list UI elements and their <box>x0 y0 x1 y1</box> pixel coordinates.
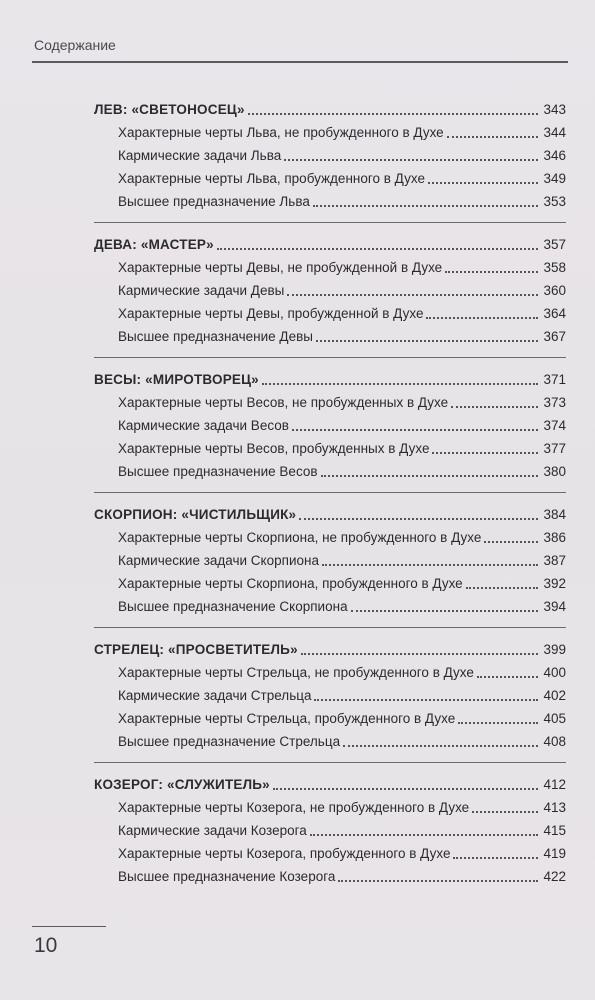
toc-main-entry[interactable] <box>94 230 566 253</box>
dot-leader <box>316 340 538 342</box>
dot-leader <box>451 406 538 408</box>
footer-rule <box>32 926 106 927</box>
toc-section-sagittarius <box>94 627 566 750</box>
toc-sub-entry[interactable] <box>118 546 566 569</box>
page-number: 408 <box>543 734 566 749</box>
dot-leader <box>477 676 538 678</box>
dot-leader <box>428 182 538 184</box>
entry-title: Характерные черты Стрельца, не пробужденного в Духе <box>118 665 474 680</box>
dot-leader <box>343 745 538 747</box>
toc-sub-entry[interactable] <box>118 658 566 681</box>
dot-leader <box>292 429 538 431</box>
entry-title: Высшее предназначение Скорпиона <box>118 599 348 614</box>
toc-sub-entry[interactable] <box>118 862 566 885</box>
toc-sub-entry[interactable] <box>118 164 566 187</box>
entry-title: Характерные черты Стрельца, пробужденного в Духе <box>118 711 456 726</box>
dot-leader <box>284 159 538 161</box>
page-number: 371 <box>543 372 566 387</box>
toc-section-capricorn <box>94 762 566 885</box>
entry-title: Кармические задачи Весов <box>118 418 289 433</box>
entry-title: Характерные черты Девы, не пробужденной в Духе <box>118 260 443 275</box>
page-number: 394 <box>543 599 566 614</box>
toc-sub-entry[interactable] <box>118 253 566 276</box>
dot-leader <box>472 811 538 813</box>
dot-leader <box>287 294 538 296</box>
page-number: 399 <box>543 642 566 657</box>
page-number: 349 <box>543 171 566 186</box>
page-number: 377 <box>543 441 566 456</box>
dot-leader <box>301 653 538 655</box>
entry-title: Характерные черты Льва, пробужденного в Духе <box>118 171 425 186</box>
page-number: 367 <box>543 329 566 344</box>
entry-title: СТРЕЛЕЦ: «ПРОСВЕТИТЕЛЬ» <box>94 642 298 657</box>
entry-title: Высшее предназначение Козерога <box>118 869 336 884</box>
toc-sub-entry[interactable] <box>118 411 566 434</box>
toc-sub-entry[interactable] <box>118 839 566 862</box>
toc-sub-entry[interactable] <box>118 141 566 164</box>
dot-leader <box>314 699 538 701</box>
entry-title: Высшее предназначение Стрельца <box>118 734 341 749</box>
page-number: 412 <box>543 777 566 792</box>
dot-leader <box>453 857 538 859</box>
dot-leader <box>322 564 538 566</box>
entry-title: СКОРПИОН: «ЧИСТИЛЬЩИК» <box>94 507 297 522</box>
dot-leader <box>217 248 538 250</box>
toc-section-scorpio <box>94 492 566 615</box>
dot-leader <box>466 587 538 589</box>
entry-title: Характерные черты Весов, пробужденных в Духе <box>118 441 430 456</box>
toc-section-virgo <box>94 222 566 345</box>
entry-title: Кармические задачи Льва <box>118 148 282 163</box>
dot-leader <box>310 834 538 836</box>
page-number: 346 <box>543 148 566 163</box>
dot-leader <box>313 205 538 207</box>
dot-leader <box>262 383 538 385</box>
dot-leader <box>273 788 538 790</box>
toc-sub-entry[interactable] <box>118 299 566 322</box>
toc-sub-entry[interactable] <box>118 388 566 411</box>
toc-sub-entry[interactable] <box>118 523 566 546</box>
entry-title: Характерные черты Девы, пробужденной в Духе <box>118 306 424 321</box>
page-number: 402 <box>543 688 566 703</box>
toc-sub-entry[interactable] <box>118 727 566 750</box>
page-number: 373 <box>543 395 566 410</box>
dot-leader <box>432 452 538 454</box>
toc-main-entry[interactable] <box>94 770 566 793</box>
toc-sub-entry[interactable] <box>118 434 566 457</box>
entry-title: ЛЕВ: «СВЕТОНОСЕЦ» <box>94 102 245 117</box>
page-number: 392 <box>543 576 566 591</box>
dot-leader <box>447 136 538 138</box>
dot-leader <box>445 271 538 273</box>
dot-leader <box>426 317 538 319</box>
page-number: 360 <box>543 283 566 298</box>
dot-leader <box>484 541 538 543</box>
toc-sub-entry[interactable] <box>118 793 566 816</box>
entry-title: Характерные черты Козерога, не пробужденного в Духе <box>118 800 470 815</box>
entry-title: Характерные черты Скорпиона, пробужденного в Духе <box>118 576 463 591</box>
entry-title: Характерные черты Льва, не пробужденного в Духе <box>118 125 444 140</box>
page-number: 358 <box>543 260 566 275</box>
page-number: 357 <box>543 237 566 252</box>
toc-sub-entry[interactable] <box>118 681 566 704</box>
dot-leader <box>351 610 538 612</box>
page-folio: 10 <box>34 934 58 957</box>
entry-title: Кармические задачи Козерога <box>118 823 307 838</box>
header-rule <box>32 61 568 63</box>
dot-leader <box>299 518 538 520</box>
page-number: 353 <box>543 194 566 209</box>
toc-section-leo <box>94 95 566 210</box>
entry-title: Кармические задачи Девы <box>118 283 285 298</box>
toc-sub-entry[interactable] <box>118 704 566 727</box>
toc-sub-entry[interactable] <box>118 276 566 299</box>
entry-title: Кармические задачи Скорпиона <box>118 553 319 568</box>
toc-sub-entry[interactable] <box>118 457 566 480</box>
toc-sub-entry[interactable] <box>118 322 566 345</box>
entry-title: Характерные черты Весов, не пробужденных в Духе <box>118 395 449 410</box>
dot-leader <box>338 880 538 882</box>
toc-main-entry[interactable] <box>94 500 566 523</box>
page-number: 415 <box>543 823 566 838</box>
page-number: 405 <box>543 711 566 726</box>
entry-title: Высшее предназначение Девы <box>118 329 313 344</box>
toc-main-entry[interactable] <box>94 635 566 658</box>
entry-title: Характерные черты Козерога, пробужденного в Духе <box>118 846 451 861</box>
toc-sub-entry[interactable] <box>118 187 566 210</box>
page-number: 387 <box>543 553 566 568</box>
entry-title: Характерные черты Скорпиона, не пробужденного в Духе <box>118 530 482 545</box>
entry-title: Высшее предназначение Весов <box>118 464 318 479</box>
page-number: 419 <box>543 846 566 861</box>
dot-leader <box>248 113 538 115</box>
page-number: 374 <box>543 418 566 433</box>
dot-leader <box>321 475 538 477</box>
table-of-contents <box>0 95 595 897</box>
page-number: 386 <box>543 530 566 545</box>
entry-title: Кармические задачи Стрельца <box>118 688 312 703</box>
entry-title: КОЗЕРОГ: «СЛУЖИТЕЛЬ» <box>94 777 270 792</box>
entry-title: ДЕВА: «МАСТЕР» <box>94 237 214 252</box>
page-number: 344 <box>543 125 566 140</box>
toc-main-entry[interactable] <box>94 365 566 388</box>
page-number: 343 <box>543 102 566 117</box>
page-number: 400 <box>543 665 566 680</box>
toc-sub-entry[interactable] <box>118 569 566 592</box>
entry-title: Высшее предназначение Льва <box>118 194 310 209</box>
toc-sub-entry[interactable] <box>118 118 566 141</box>
toc-main-entry[interactable] <box>94 95 566 118</box>
toc-sub-entry[interactable] <box>118 592 566 615</box>
page-number: 384 <box>543 507 566 522</box>
page-number: 422 <box>543 869 566 884</box>
page-number: 413 <box>543 800 566 815</box>
running-head: Содержание <box>34 37 116 53</box>
entry-title: ВЕСЫ: «МИРОТВОРЕЦ» <box>94 372 259 387</box>
toc-sub-entry[interactable] <box>118 816 566 839</box>
dot-leader <box>458 722 538 724</box>
page-number: 364 <box>543 306 566 321</box>
toc-section-libra <box>94 357 566 480</box>
page-number: 380 <box>543 464 566 479</box>
